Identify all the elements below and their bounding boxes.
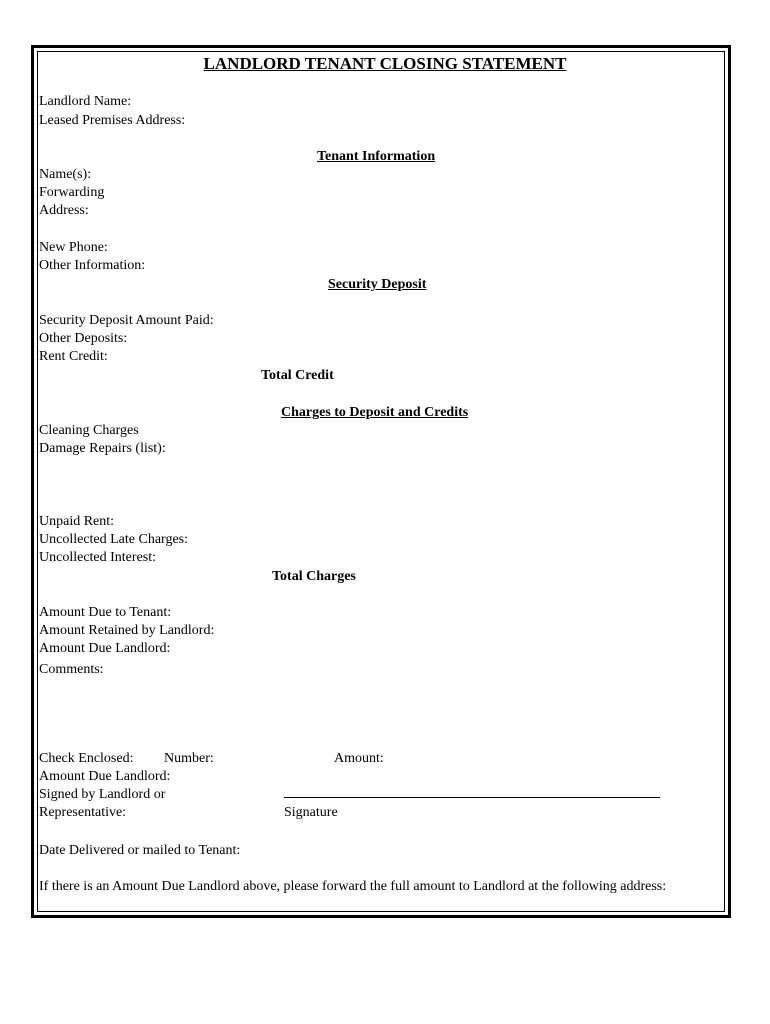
names-label: Name(s):	[39, 167, 92, 182]
new-phone-label: New Phone:	[39, 240, 108, 255]
late-charges-label: Uncollected Late Charges:	[39, 532, 189, 547]
cleaning-charges-label: Cleaning Charges	[39, 423, 139, 438]
amount-retained-label: Amount Retained by Landlord:	[39, 623, 215, 638]
check-enclosed-label: Check Enclosed:	[39, 751, 134, 766]
check-number-label: Number:	[164, 751, 214, 766]
document-title: LANDLORD TENANT CLOSING STATEMENT	[203, 54, 567, 73]
representative-label: Representative:	[39, 805, 127, 820]
charges-heading: Charges to Deposit and Credits	[281, 405, 469, 420]
date-delivered-label: Date Delivered or mailed to Tenant:	[39, 843, 241, 858]
amount-due-landlord-label: Amount Due Landlord:	[39, 641, 171, 656]
check-amount-due-landlord-label: Amount Due Landlord:	[39, 769, 171, 784]
signature-label: Signature	[284, 805, 338, 820]
signature-line[interactable]	[284, 797, 660, 798]
rent-credit-label: Rent Credit:	[39, 349, 108, 364]
comments-label: Comments:	[39, 662, 104, 677]
landlord-name-label: Landlord Name:	[39, 94, 132, 109]
uncollected-interest-label: Uncollected Interest:	[39, 550, 157, 565]
unpaid-rent-label: Unpaid Rent:	[39, 514, 115, 529]
deposit-amount-paid-label: Security Deposit Amount Paid:	[39, 313, 214, 328]
total-credit-label: Total Credit	[261, 368, 334, 383]
amount-due-tenant-label: Amount Due to Tenant:	[39, 605, 172, 620]
leased-premises-label: Leased Premises Address:	[39, 113, 186, 128]
other-information-label: Other Information:	[39, 258, 146, 273]
total-charges-label: Total Charges	[272, 569, 356, 584]
damage-repairs-label: Damage Repairs (list):	[39, 441, 166, 456]
check-amount-label: Amount:	[334, 751, 384, 766]
address-label: Address:	[39, 203, 89, 218]
security-deposit-heading: Security Deposit	[328, 277, 427, 292]
tenant-information-heading: Tenant Information	[317, 149, 436, 164]
signed-by-label: Signed by Landlord or	[39, 787, 166, 802]
footer-note: If there is an Amount Due Landlord above, please forward the full amount to Landlord at the following address:	[39, 879, 667, 894]
forwarding-label: Forwarding	[39, 185, 105, 200]
other-deposits-label: Other Deposits:	[39, 331, 128, 346]
